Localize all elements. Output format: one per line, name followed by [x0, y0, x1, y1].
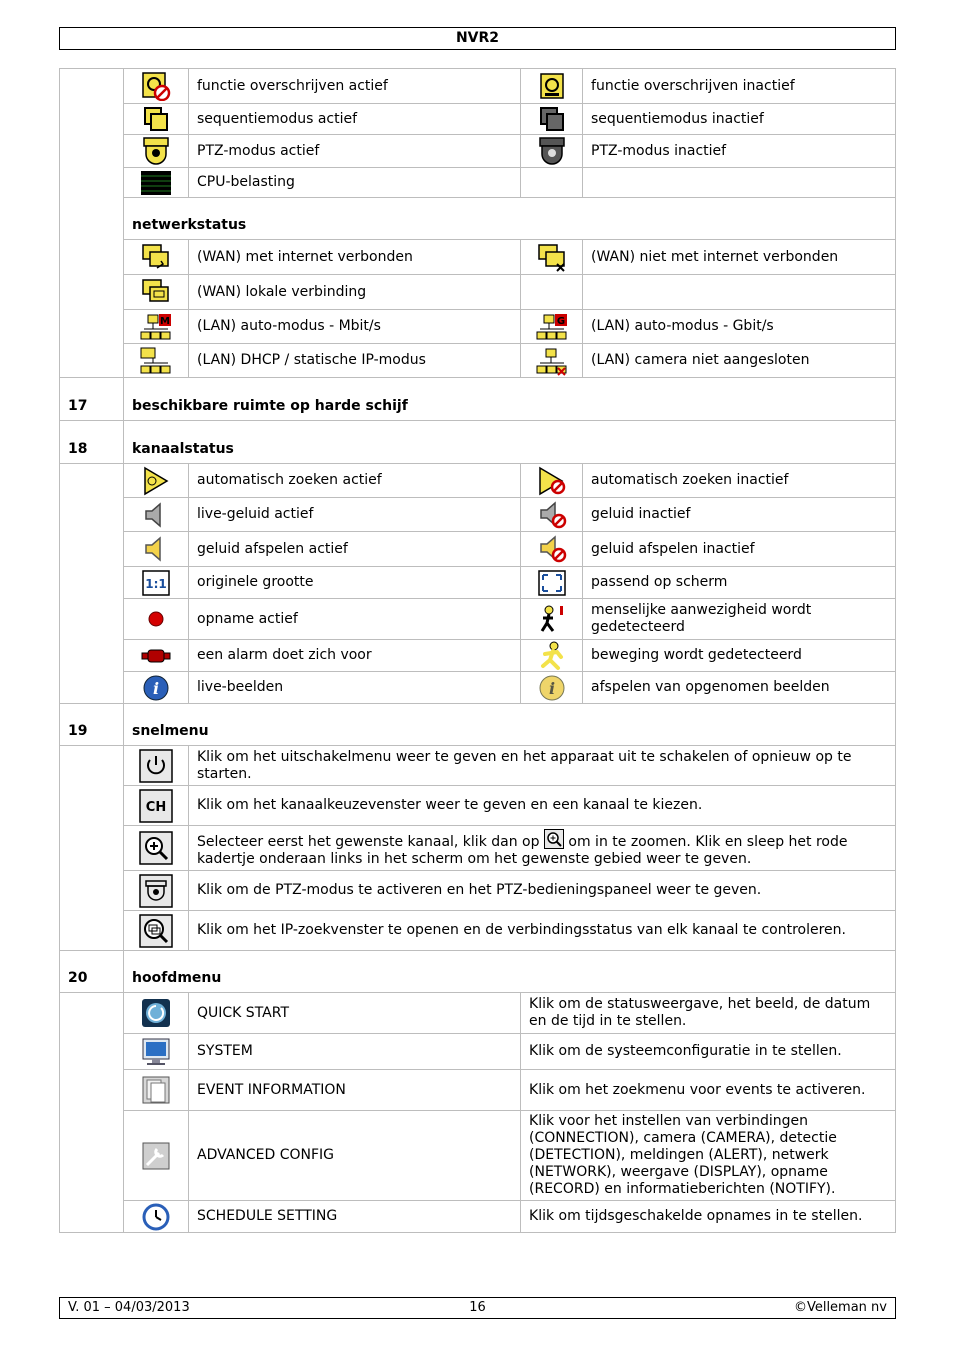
overwrite-on-icon	[124, 69, 189, 104]
sequence-off-icon	[521, 104, 583, 135]
lan-mbit-icon	[124, 310, 189, 344]
ip-search-button-icon	[124, 911, 189, 951]
empty-cell	[521, 168, 583, 198]
list-item: CPU-belasting	[189, 168, 521, 198]
list-item: (LAN) camera niet aangesloten	[583, 344, 896, 378]
page-header: NVR2	[59, 27, 896, 50]
live-audio-on-icon	[124, 498, 189, 532]
empty-cell	[583, 168, 896, 198]
menu-name: ADVANCED CONFIG	[189, 1111, 521, 1201]
menu-name: QUICK START	[189, 993, 521, 1034]
table-row	[60, 746, 896, 786]
list-item: live-geluid actief	[189, 498, 521, 532]
section-title-network: netwerkstatus	[124, 198, 896, 240]
svg-text:M: M	[160, 315, 170, 327]
footer-company: ©Velleman nv	[793, 1300, 887, 1315]
wan-offline-icon	[521, 240, 583, 275]
menu-desc: Klik voor het instellen van verbindingen (CONNECTION), camera (CAMERA), detectie (DETECTION), meldingen (ALERT), netwerk (NETWORK), weergave (DISPLAY), opname (RECORD) en informatieberichten (NOTIFY).	[521, 1111, 896, 1201]
menu-name: SYSTEM	[189, 1034, 521, 1070]
svg-text:i: i	[548, 678, 555, 698]
table-row	[60, 198, 896, 240]
menu-name: EVENT INFORMATION	[189, 1070, 521, 1111]
list-item: sequentiemodus actief	[189, 104, 521, 135]
list-item: geluid afspelen actief	[189, 532, 521, 567]
list-item: Klik om de PTZ-modus te activeren en het PTZ-bedieningspaneel weer te geven.	[189, 871, 896, 911]
channel-button-icon	[124, 786, 189, 826]
empty-cell	[583, 275, 896, 310]
table-row	[60, 421, 896, 464]
list-item: passend op scherm	[583, 567, 896, 599]
list-item: (WAN) lokale verbinding	[189, 275, 521, 310]
table-row	[60, 310, 896, 344]
table-row	[60, 240, 896, 275]
table-row	[60, 69, 896, 104]
list-item: afspelen van opgenomen beelden	[583, 672, 896, 704]
ptz-off-icon	[521, 135, 583, 168]
audio-off-icon	[521, 498, 583, 532]
table-row	[60, 871, 896, 911]
table-row	[60, 704, 896, 746]
list-item: (WAN) met internet verbonden	[189, 240, 521, 275]
table-row	[60, 532, 896, 567]
table-row	[60, 378, 896, 421]
table-row	[60, 275, 896, 310]
zoom-text-a: Selecteer eerst het gewenste kanaal, klik dan op	[197, 833, 540, 850]
list-item	[189, 826, 896, 871]
human-detect-icon	[521, 599, 583, 640]
table-row	[60, 672, 896, 704]
section-number-19: 19	[60, 704, 124, 746]
event-information-icon	[124, 1070, 189, 1111]
schedule-setting-icon	[124, 1201, 189, 1233]
section-title-20: hoofdmenu	[124, 951, 896, 993]
fit-to-screen-icon	[521, 567, 583, 599]
table-row	[60, 1034, 896, 1070]
zoom-text-b: om in te zoomen. Klik en sleep het rode kadertje onderaan links in het scherm om het gewenste gebied weer te geven.	[197, 833, 848, 867]
alarm-icon	[124, 640, 189, 672]
lan-disconnected-icon	[521, 344, 583, 378]
lan-dhcp-icon	[124, 344, 189, 378]
playback-audio-on-icon	[124, 532, 189, 567]
table-row	[60, 786, 896, 826]
svg-text:CH: CH	[145, 799, 167, 815]
list-item: opname actief	[189, 599, 521, 640]
section-number-20: 20	[60, 951, 124, 993]
list-item: (LAN) auto-modus - Mbit/s	[189, 310, 521, 344]
record-icon	[124, 599, 189, 640]
zoom-button-icon	[124, 826, 189, 871]
menu-desc: Klik om de systeemconfiguratie in te stellen.	[521, 1034, 896, 1070]
table-row	[60, 599, 896, 640]
section-number-18: 18	[60, 421, 124, 464]
table-row	[60, 640, 896, 672]
table-row	[60, 104, 896, 135]
number-cell	[60, 746, 124, 951]
list-item: beweging wordt gedetecteerd	[583, 640, 896, 672]
cpu-load-icon	[124, 168, 189, 198]
list-item: functie overschrijven inactief	[583, 69, 896, 104]
svg-text:i: i	[152, 678, 160, 698]
list-item: PTZ-modus inactief	[583, 135, 896, 168]
menu-desc: Klik om tijdsgeschakelde opnames in te stellen.	[521, 1201, 896, 1233]
list-item: (LAN) auto-modus - Gbit/s	[583, 310, 896, 344]
playback-audio-off-icon	[521, 532, 583, 567]
list-item: functie overschrijven actief	[189, 69, 521, 104]
icon-table	[59, 68, 896, 1233]
list-item: geluid afspelen inactief	[583, 532, 896, 567]
page-footer	[59, 1297, 896, 1319]
list-item: originele grootte	[189, 567, 521, 599]
footer-page-number: 16	[469, 1300, 486, 1315]
section-title-19: snelmenu	[124, 704, 896, 746]
table-row	[60, 498, 896, 532]
list-item: (WAN) niet met internet verbonden	[583, 240, 896, 275]
list-item: menselijke aanwezigheid wordt gedetecteerd	[583, 599, 896, 640]
advanced-config-icon	[124, 1111, 189, 1201]
table-row	[60, 464, 896, 498]
list-item: sequentiemodus inactief	[583, 104, 896, 135]
table-row	[60, 344, 896, 378]
list-item: automatisch zoeken actief	[189, 464, 521, 498]
autoscan-off-icon	[521, 464, 583, 498]
table-row	[60, 1070, 896, 1111]
list-item: PTZ-modus actief	[189, 135, 521, 168]
ptz-button-icon	[124, 871, 189, 911]
list-item: Klik om het IP-zoekvenster te openen en de verbindingsstatus van elk kanaal te controleren.	[189, 911, 896, 951]
list-item: automatisch zoeken inactief	[583, 464, 896, 498]
number-cell	[60, 993, 124, 1233]
section-title-18: kanaalstatus	[124, 421, 896, 464]
live-view-info-icon	[124, 672, 189, 704]
table-row	[60, 993, 896, 1034]
table-row	[60, 567, 896, 599]
power-button-icon	[124, 746, 189, 786]
table-row	[60, 951, 896, 993]
table-row	[60, 135, 896, 168]
wan-local-icon	[124, 275, 189, 310]
list-item: live-beelden	[189, 672, 521, 704]
menu-desc: Klik om het zoekmenu voor events te activeren.	[521, 1070, 896, 1111]
system-icon	[124, 1034, 189, 1070]
list-item: geluid inactief	[583, 498, 896, 532]
list-item: Klik om het kanaalkeuzevenster weer te geven en een kanaal te kiezen.	[189, 786, 896, 826]
overwrite-off-icon	[521, 69, 583, 104]
menu-name: SCHEDULE SETTING	[189, 1201, 521, 1233]
sequence-on-icon	[124, 104, 189, 135]
quick-start-icon	[124, 993, 189, 1034]
wan-online-icon	[124, 240, 189, 275]
table-row	[60, 911, 896, 951]
table-row	[60, 1111, 896, 1201]
footer-version: V. 01 – 04/03/2013	[68, 1300, 190, 1315]
playback-info-icon	[521, 672, 583, 704]
list-item: een alarm doet zich voor	[189, 640, 521, 672]
menu-desc: Klik om de statusweergave, het beeld, de datum en de tijd in te stellen.	[521, 993, 896, 1034]
motion-detect-icon	[521, 640, 583, 672]
table-row	[60, 168, 896, 198]
list-item: (LAN) DHCP / statische IP-modus	[189, 344, 521, 378]
number-cell	[60, 69, 124, 378]
autoscan-on-icon	[124, 464, 189, 498]
number-cell	[60, 464, 124, 704]
empty-cell	[521, 275, 583, 310]
original-size-icon	[124, 567, 189, 599]
svg-text:1:1: 1:1	[145, 576, 167, 591]
table-row	[60, 826, 896, 871]
section-title-17: beschikbare ruimte op harde schijf	[124, 378, 896, 421]
zoom-inline-icon	[544, 829, 564, 849]
lan-gbit-icon	[521, 310, 583, 344]
list-item: Klik om het uitschakelmenu weer te geven en het apparaat uit te schakelen of opnieuw op te starten.	[189, 746, 896, 786]
ptz-on-icon	[124, 135, 189, 168]
svg-text:G: G	[556, 315, 565, 327]
section-number-17: 17	[60, 378, 124, 421]
table-row	[60, 1201, 896, 1233]
